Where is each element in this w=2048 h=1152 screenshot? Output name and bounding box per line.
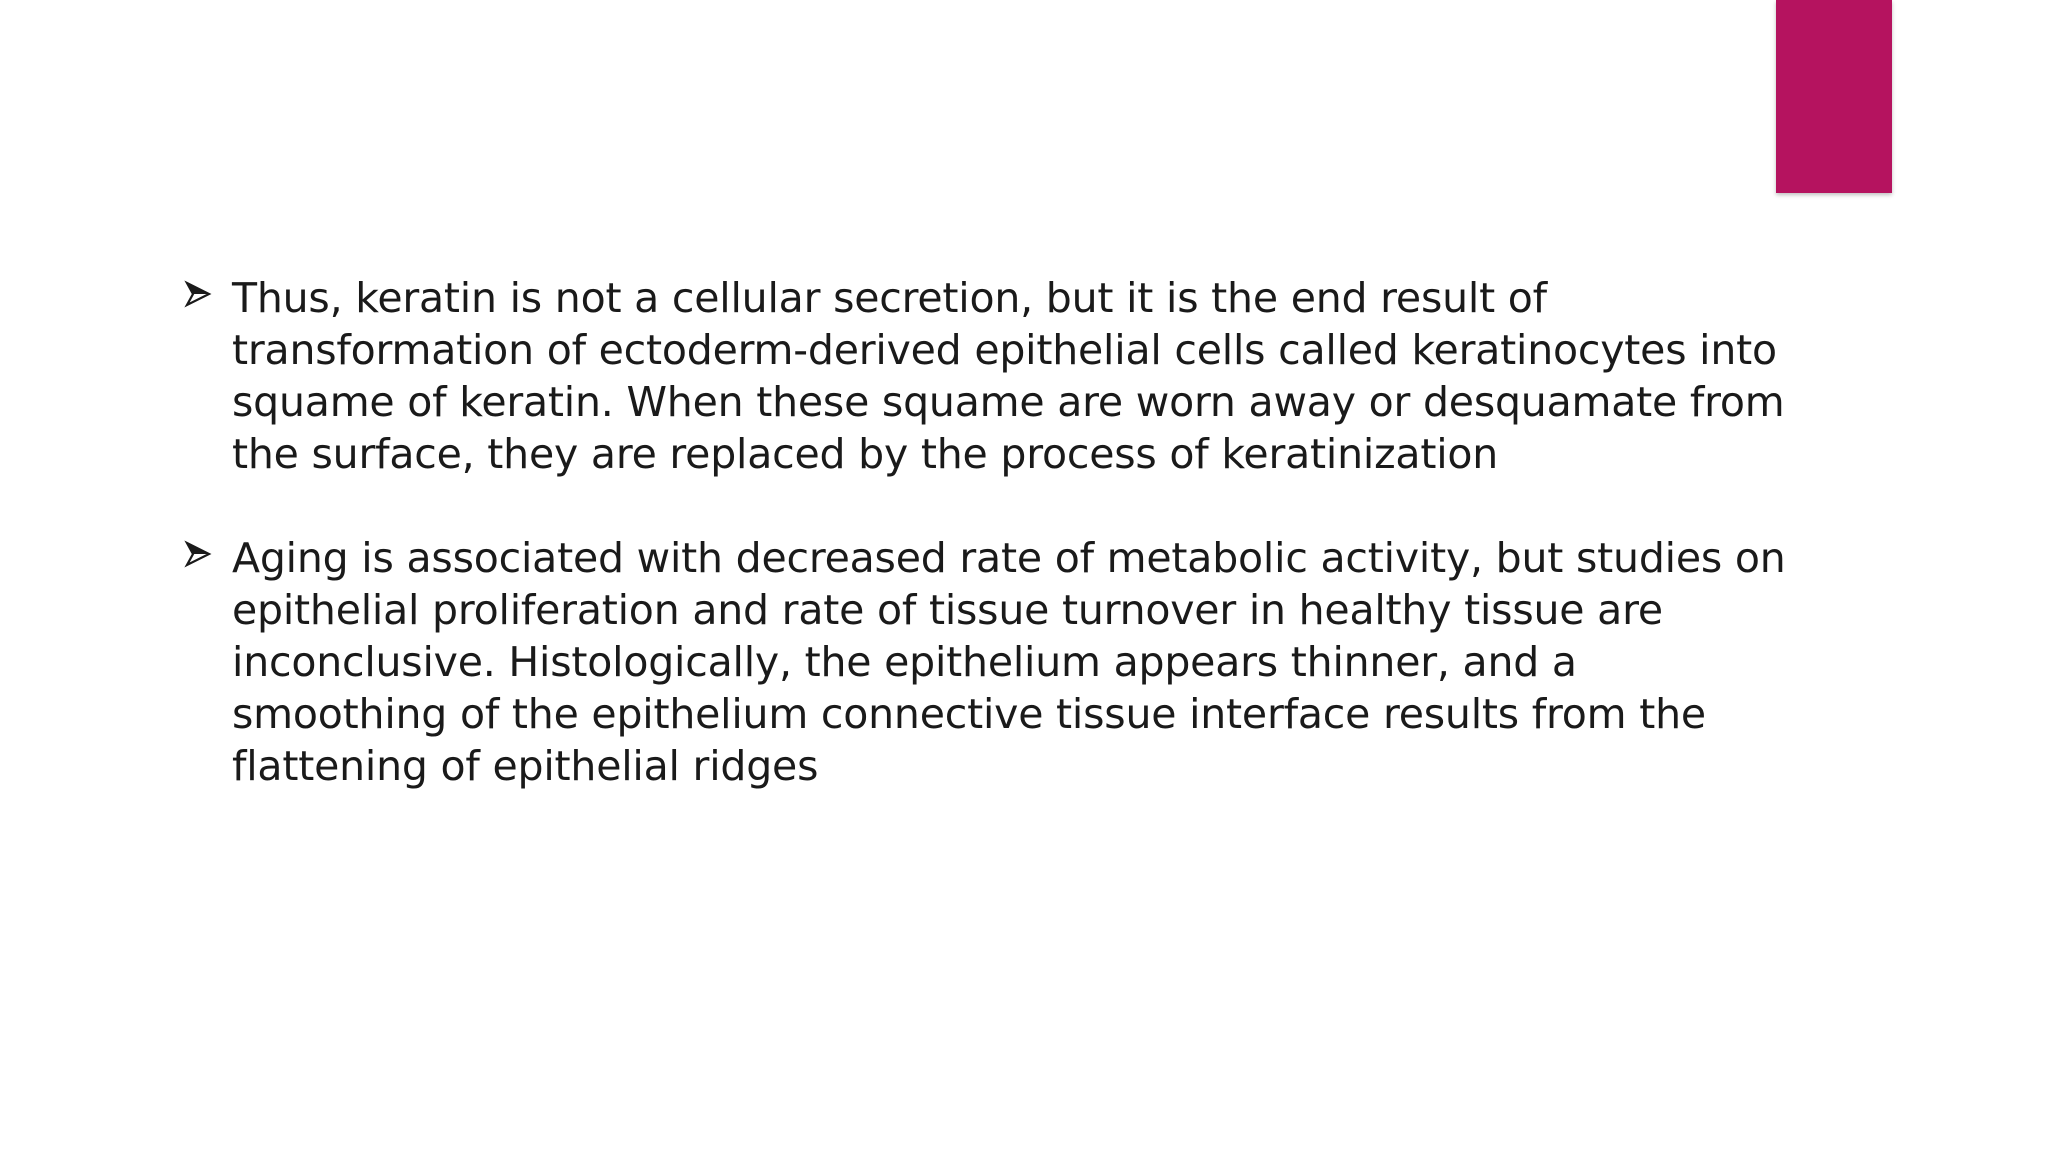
bullet-list [180, 272, 1800, 844]
bullet-item [180, 272, 1800, 480]
bullet-text: Thus, keratin is not a cellular secretion, but it is the end result of transformation of ectoderm-derived epithelial cells called keratinocytes into squame of keratin. When these squame are worn away or desquamate from the surface, they are replaced by the process of keratinization [232, 274, 1785, 478]
bullet-text: Aging is associated with decreased rate of metabolic activity, but studies on epithelial proliferation and rate of tissue turnover in healthy tissue are inconclusive. Histologically, the epithelium appears thinner, and a smoothing of the epithelium connective tissue interface results from the flattening of epithelial ridges [232, 534, 1786, 790]
bullet-item [180, 532, 1800, 792]
arrowhead-bullet-icon [184, 540, 212, 568]
accent-bar [1776, 0, 1892, 193]
arrowhead-bullet-icon [184, 280, 212, 308]
